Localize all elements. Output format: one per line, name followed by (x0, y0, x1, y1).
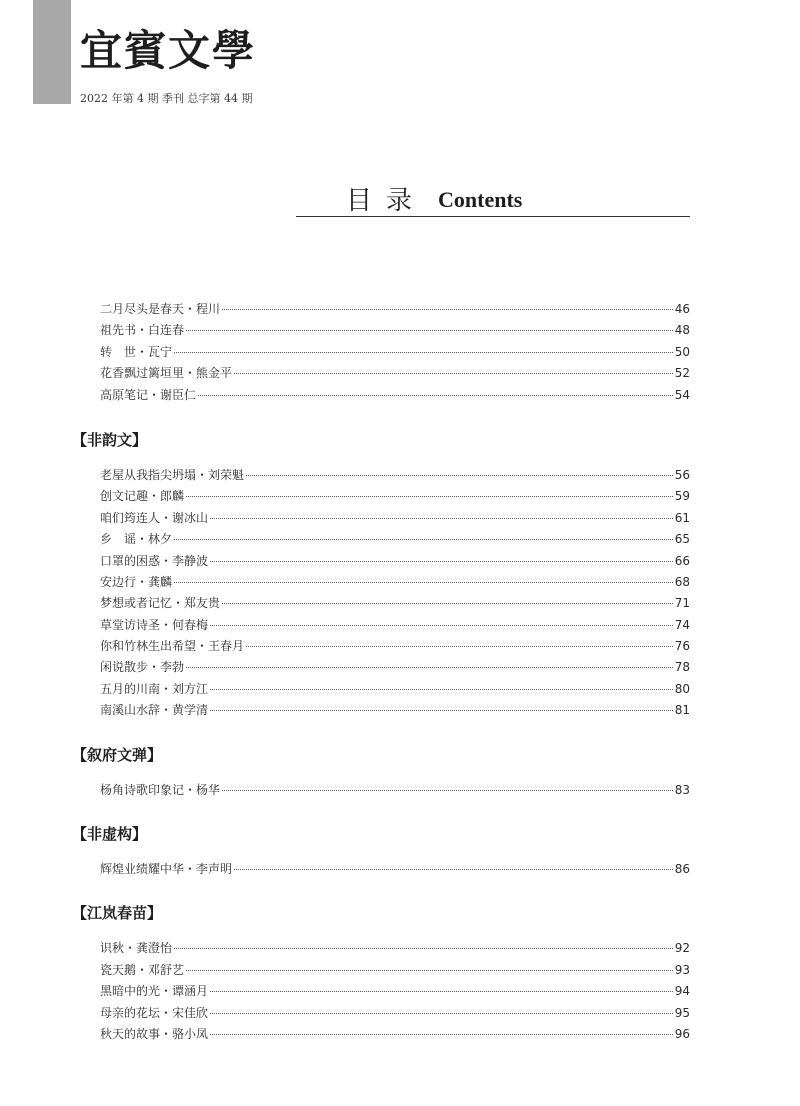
entry-title: 梦想或者记忆・郑友贵 (100, 596, 221, 611)
dot-leader (174, 948, 673, 949)
entry-page-number: 95 (674, 1005, 690, 1020)
toc-entry[interactable] (76, 572, 690, 593)
toc-entry[interactable] (76, 363, 690, 384)
dot-leader (210, 1013, 673, 1014)
entry-page-number: 94 (674, 984, 690, 999)
entry-page-number: 92 (674, 941, 690, 956)
toc-entry[interactable] (76, 465, 690, 486)
entry-page-number: 54 (674, 387, 690, 402)
entry-page-number: 93 (674, 962, 690, 977)
toc-entry[interactable] (76, 1003, 690, 1024)
toc-section (72, 744, 690, 801)
entry-title: 老屋从我指尖坍塌・刘荣魁 (100, 467, 245, 482)
entry-title: 你和竹林生出希望・王春月 (100, 639, 245, 654)
dot-leader (210, 710, 673, 711)
entry-page-number: 66 (674, 553, 690, 568)
dot-leader (210, 518, 673, 519)
toc-entry[interactable] (76, 299, 690, 320)
section-title: 【非虚构】 (72, 825, 148, 844)
entry-page-number: 56 (674, 467, 690, 482)
dot-leader (174, 582, 673, 583)
entry-title: 母亲的花坛・宋佳欣 (100, 1005, 209, 1020)
toc-entry[interactable] (76, 938, 690, 959)
toc-entry[interactable] (76, 636, 690, 657)
toc-heading-zh: 目录 (346, 186, 427, 216)
entry-page-number: 65 (674, 532, 690, 547)
journal-masthead: 宜賓文學 (80, 26, 257, 75)
entry-page-number: 96 (674, 1026, 690, 1041)
entry-page-number: 52 (674, 366, 690, 381)
entry-title: 辉煌业绩耀中华・李声明 (100, 862, 233, 877)
entry-page-number: 81 (674, 703, 690, 718)
toc-entry[interactable] (76, 320, 690, 341)
dot-leader (210, 561, 673, 562)
entry-title: 秋天的故事・骆小凤 (100, 1026, 209, 1041)
entry-page-number: 76 (674, 639, 690, 654)
entry-title: 高原笔记・谢臣仁 (100, 387, 197, 402)
toc-entry[interactable] (76, 859, 690, 880)
entry-page-number: 71 (674, 596, 690, 611)
entry-page-number: 48 (674, 323, 690, 338)
toc-entry[interactable] (76, 551, 690, 572)
dot-leader (210, 689, 673, 690)
dot-leader (174, 352, 673, 353)
entry-page-number: 61 (674, 510, 690, 525)
entry-title: 转 世・瓦宁 (100, 344, 173, 359)
dot-leader (186, 970, 673, 971)
dot-leader (234, 373, 673, 374)
toc-entry[interactable] (76, 679, 690, 700)
toc-entry[interactable] (76, 342, 690, 363)
toc-heading (296, 176, 690, 217)
entry-title: 黑暗中的光・谭涵月 (100, 984, 209, 999)
toc-entry[interactable] (76, 486, 690, 507)
dot-leader (210, 1034, 673, 1035)
dot-leader (198, 395, 673, 396)
dot-leader (186, 330, 673, 331)
side-color-bar (33, 0, 71, 104)
toc-entry[interactable] (76, 657, 690, 678)
dot-leader (222, 790, 673, 791)
table-of-contents (72, 299, 690, 1045)
entry-page-number: 50 (674, 344, 690, 359)
entry-title: 五月的川南・刘方江 (100, 681, 209, 696)
toc-section (76, 299, 690, 406)
issue-info: 2022 年第 4 期 季刊 总字第 44 期 (80, 92, 253, 105)
dot-leader (246, 646, 673, 647)
entry-page-number: 86 (674, 862, 690, 877)
entry-page-number: 59 (674, 489, 690, 504)
entry-title: 口罩的困惑・李静波 (100, 553, 209, 568)
toc-entry[interactable] (76, 780, 690, 801)
dot-leader (222, 309, 673, 310)
toc-heading-en: Contents (438, 187, 523, 212)
toc-entry[interactable] (76, 615, 690, 636)
entry-title: 乡 谣・林夕 (100, 532, 173, 547)
dot-leader (186, 496, 673, 497)
toc-entry[interactable] (76, 700, 690, 721)
section-title: 【江岚春苗】 (72, 904, 163, 923)
entry-title: 二月尽头是春天・程川 (100, 302, 221, 316)
dot-leader (174, 539, 673, 540)
entry-title: 识秋・龚澄怡 (100, 941, 173, 956)
dot-leader (234, 869, 673, 870)
section-title: 【非韵文】 (72, 430, 148, 449)
entry-title: 安边行・龚麟 (100, 574, 173, 589)
toc-entry[interactable] (76, 981, 690, 1002)
entry-title: 杨角诗歌印象记・杨华 (100, 782, 221, 797)
entry-title: 花香飘过篱垣里・熊金平 (100, 366, 233, 381)
toc-entry[interactable] (76, 960, 690, 981)
dot-leader (210, 991, 673, 992)
entry-title: 创文记趣・郎麟 (100, 489, 185, 504)
toc-entry[interactable] (76, 508, 690, 529)
toc-section (72, 902, 690, 1045)
entry-page-number: 68 (674, 574, 690, 589)
entry-page-number: 80 (674, 681, 690, 696)
entry-title: 闲说散步・李勃 (100, 660, 185, 675)
toc-entry[interactable] (76, 529, 690, 550)
toc-section (72, 429, 690, 722)
entry-title: 咱们筠连人・谢冰山 (100, 510, 209, 525)
toc-entry[interactable] (76, 1024, 690, 1045)
dot-leader (186, 667, 673, 668)
entry-title: 草堂访诗圣・何春梅 (100, 617, 209, 632)
entry-page-number: 83 (674, 782, 690, 797)
dot-leader (246, 475, 673, 476)
dot-leader (210, 625, 673, 626)
entry-title: 瓷天鹅・邓舒艺 (100, 962, 185, 977)
entry-title: 南溪山水辞・黄学清 (100, 703, 209, 718)
toc-entry[interactable] (76, 385, 690, 406)
section-title: 【叙府文弹】 (72, 745, 163, 764)
toc-entry[interactable] (76, 593, 690, 614)
toc-section (72, 823, 690, 880)
entry-title: 祖先书・白连春 (100, 323, 185, 338)
entry-page-number: 46 (674, 302, 690, 316)
entry-page-number: 74 (674, 617, 690, 632)
entry-page-number: 78 (674, 660, 690, 675)
dot-leader (222, 603, 673, 604)
